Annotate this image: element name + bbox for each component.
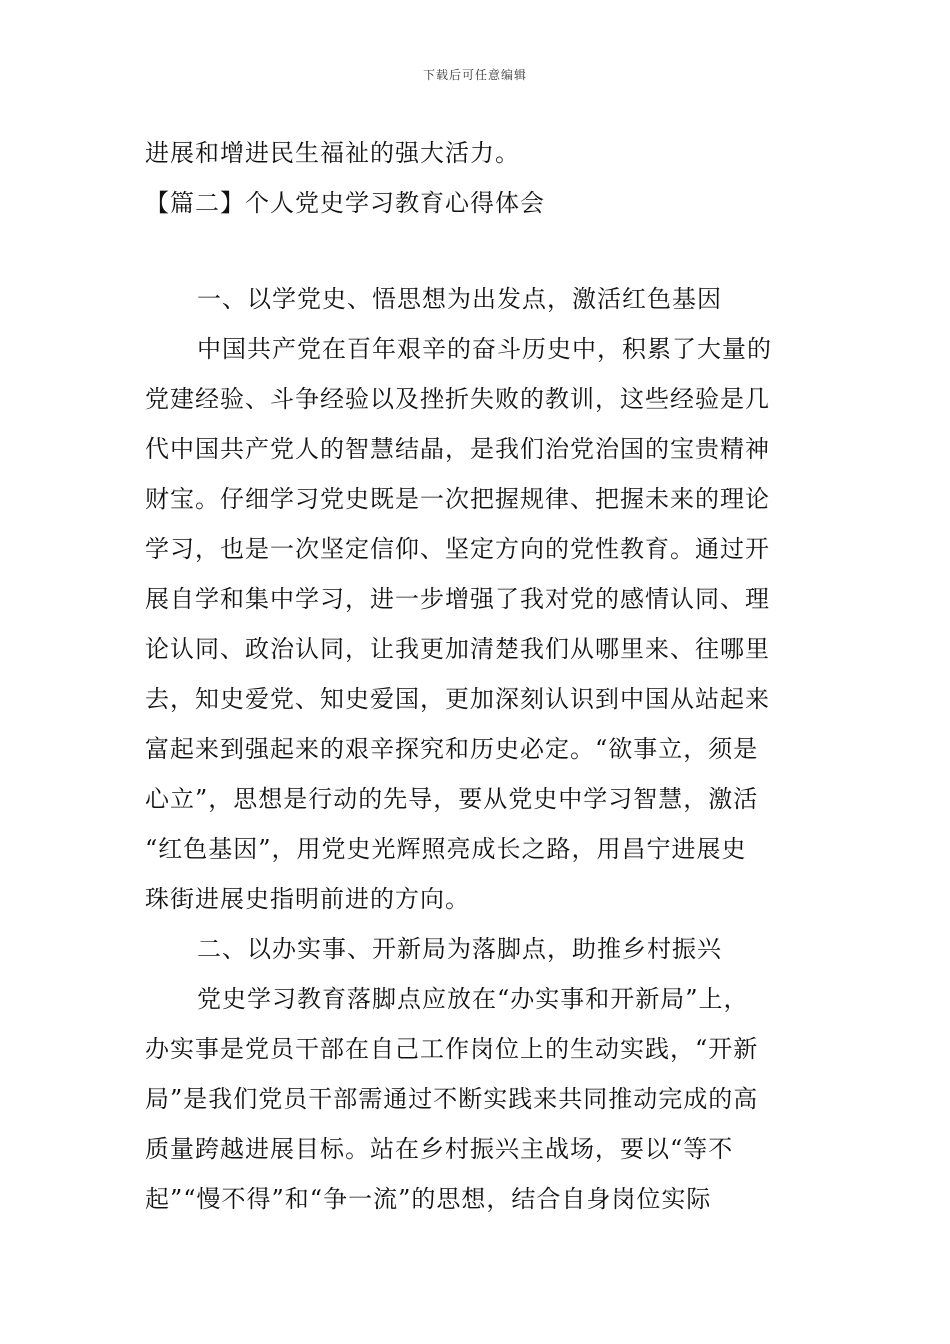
- paragraph-line: 办实事是党员干部在自己工作岗位上的生动实践，“开新: [145, 1035, 759, 1063]
- paragraph-line: 质量跨越进展目标。站在乡村振兴主战场，要以“等不: [145, 1135, 734, 1163]
- paragraph-line: 党史学习教育落脚点应放在“办实事和开新局”上，: [197, 985, 749, 1013]
- paragraph-line: 论认同、政治认同，让我更加清楚我们从哪里来、往哪里: [145, 635, 770, 663]
- paragraph-line: 学习，也是一次坚定信仰、坚定方向的党性教育。通过开: [145, 535, 770, 563]
- page-header: 下载后可任意编辑: [422, 68, 527, 82]
- paragraph-line: 局”是我们党员干部需通过不断实践来共同推动完成的高: [145, 1085, 759, 1113]
- paragraph-line: 珠街进展史指明前进的方向。: [145, 885, 470, 913]
- paragraph-line: 中国共产党在百年艰辛的奋斗历史中，积累了大量的: [197, 335, 772, 363]
- paragraph-line: 代中国共产党人的智慧结晶，是我们治党治国的宝贵精神: [145, 435, 770, 463]
- heading-one: 一、以学党史、悟思想为出发点，激活红色基因: [197, 285, 722, 313]
- paragraph-line: “红色基因”，用党史光辉照亮成长之路，用昌宁进展史: [145, 835, 747, 863]
- heading-two: 二、以办实事、开新局为落脚点，助推乡村振兴: [197, 935, 722, 963]
- paragraph-line: 党建经验、斗争经验以及挫折失败的教训，这些经验是几: [145, 385, 770, 413]
- text-block-main: [145, 274, 810, 1224]
- section-title: 【篇二】个人党史学习教育心得体会: [145, 189, 545, 217]
- paragraph-line: 起”“慢不得”和“争一流”的思想，结合自身岗位实际: [145, 1185, 712, 1213]
- paragraph-line: 富起来到强起来的艰辛探究和历史必定。“欲事立，须是: [145, 735, 759, 763]
- text-block-top: [145, 128, 810, 228]
- paragraph-line: 展自学和集中学习，进一步增强了我对党的感情认同、理: [145, 585, 770, 613]
- paragraph-line: 去，知史爱党、知史爱国，更加深刻认识到中国从站起来: [145, 685, 770, 713]
- paragraph-line: 心立”，思想是行动的先导，要从党史中学习智慧，激活: [145, 785, 759, 813]
- paragraph-line: 财宝。仔细学习党史既是一次把握规律、把握未来的理论: [145, 485, 770, 513]
- paragraph-line: 进展和增进民生福祉的强大活力。: [145, 139, 520, 167]
